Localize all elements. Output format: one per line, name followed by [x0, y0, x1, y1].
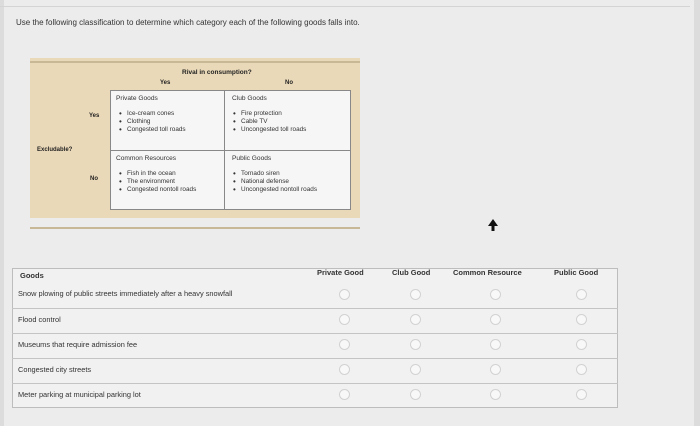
good-label: Meter parking at municipal parking lot: [18, 390, 141, 399]
figure-top-border: [30, 61, 360, 63]
list-item: • Congested nontoll roads: [118, 186, 196, 194]
question-instructions: Use the following classification to determine which category each of the following goods falls into.: [16, 18, 360, 27]
public-good-column-header: Public Good: [554, 268, 599, 277]
common-resource-radio[interactable]: [490, 314, 501, 325]
club-good-radio[interactable]: [410, 389, 421, 400]
club-good-radio[interactable]: [410, 364, 421, 375]
list-item: • Congested toll roads: [118, 126, 186, 134]
grid-horizontal-divider: [111, 150, 350, 151]
list-item: • Cable TV: [232, 118, 306, 126]
mouse-cursor-icon: [488, 219, 498, 231]
common-resource-column-header: Common Resource: [453, 268, 522, 277]
list-item: • Clothing: [118, 118, 186, 126]
good-label: Snow plowing of public streets immediately after a heavy snowfall: [18, 289, 233, 298]
club-good-radio[interactable]: [410, 314, 421, 325]
rival-no-label: No: [285, 80, 293, 86]
list-item: • Uncongested toll roads: [232, 126, 306, 134]
rival-yes-label: Yes: [160, 80, 171, 86]
list-item: • Fire protection: [232, 110, 306, 118]
club-good-column-header: Club Good: [392, 268, 431, 277]
private-good-radio[interactable]: [339, 389, 350, 400]
public-good-radio[interactable]: [576, 364, 587, 375]
common-resource-radio[interactable]: [490, 364, 501, 375]
club-good-radio[interactable]: [410, 339, 421, 350]
public-goods-title: Public Goods: [232, 155, 272, 162]
private-good-radio[interactable]: [339, 289, 350, 300]
private-good-radio[interactable]: [339, 364, 350, 375]
private-good-radio[interactable]: [339, 314, 350, 325]
public-good-radio[interactable]: [576, 389, 587, 400]
private-goods-cell: [116, 95, 186, 134]
common-resource-radio[interactable]: [490, 289, 501, 300]
table-row: [12, 283, 618, 307]
list-item: • Fish in the ocean: [118, 170, 196, 178]
table-row: [12, 358, 618, 382]
public-good-radio[interactable]: [576, 339, 587, 350]
excludable-label: Excludable?: [37, 147, 73, 153]
club-good-radio[interactable]: [410, 289, 421, 300]
top-divider: [0, 6, 690, 7]
club-goods-cell: [232, 95, 306, 134]
excludable-yes-label: Yes: [89, 113, 100, 119]
list-item: • The environment: [118, 178, 196, 186]
good-label: Museums that require admission fee: [18, 340, 138, 349]
goods-column-header: Goods: [20, 271, 44, 280]
common-resources-cell: [116, 155, 196, 194]
good-label: Congested city streets: [18, 365, 92, 374]
rival-in-consumption-label: Rival in consumption?: [182, 69, 252, 76]
common-resource-radio[interactable]: [490, 389, 501, 400]
list-item: • National defense: [232, 178, 317, 186]
table-row: [12, 383, 618, 407]
club-goods-title: Club Goods: [232, 95, 267, 102]
good-label: Flood control: [18, 315, 61, 324]
list-item: • Ice-cream cones: [118, 110, 186, 118]
figure-bottom-border: [30, 227, 360, 229]
list-item: • Tornado siren: [232, 170, 317, 178]
common-resources-title: Common Resources: [116, 155, 177, 162]
public-goods-cell: [232, 155, 317, 194]
excludable-no-label: No: [90, 176, 98, 182]
public-good-radio[interactable]: [576, 314, 587, 325]
table-row: [12, 333, 618, 357]
list-item: • Uncongested nontoll roads: [232, 186, 317, 194]
table-row: [12, 308, 618, 332]
private-good-radio[interactable]: [339, 339, 350, 350]
private-good-column-header: Private Good: [317, 268, 364, 277]
common-resource-radio[interactable]: [490, 339, 501, 350]
public-good-radio[interactable]: [576, 289, 587, 300]
private-goods-title: Private Goods: [116, 95, 158, 102]
